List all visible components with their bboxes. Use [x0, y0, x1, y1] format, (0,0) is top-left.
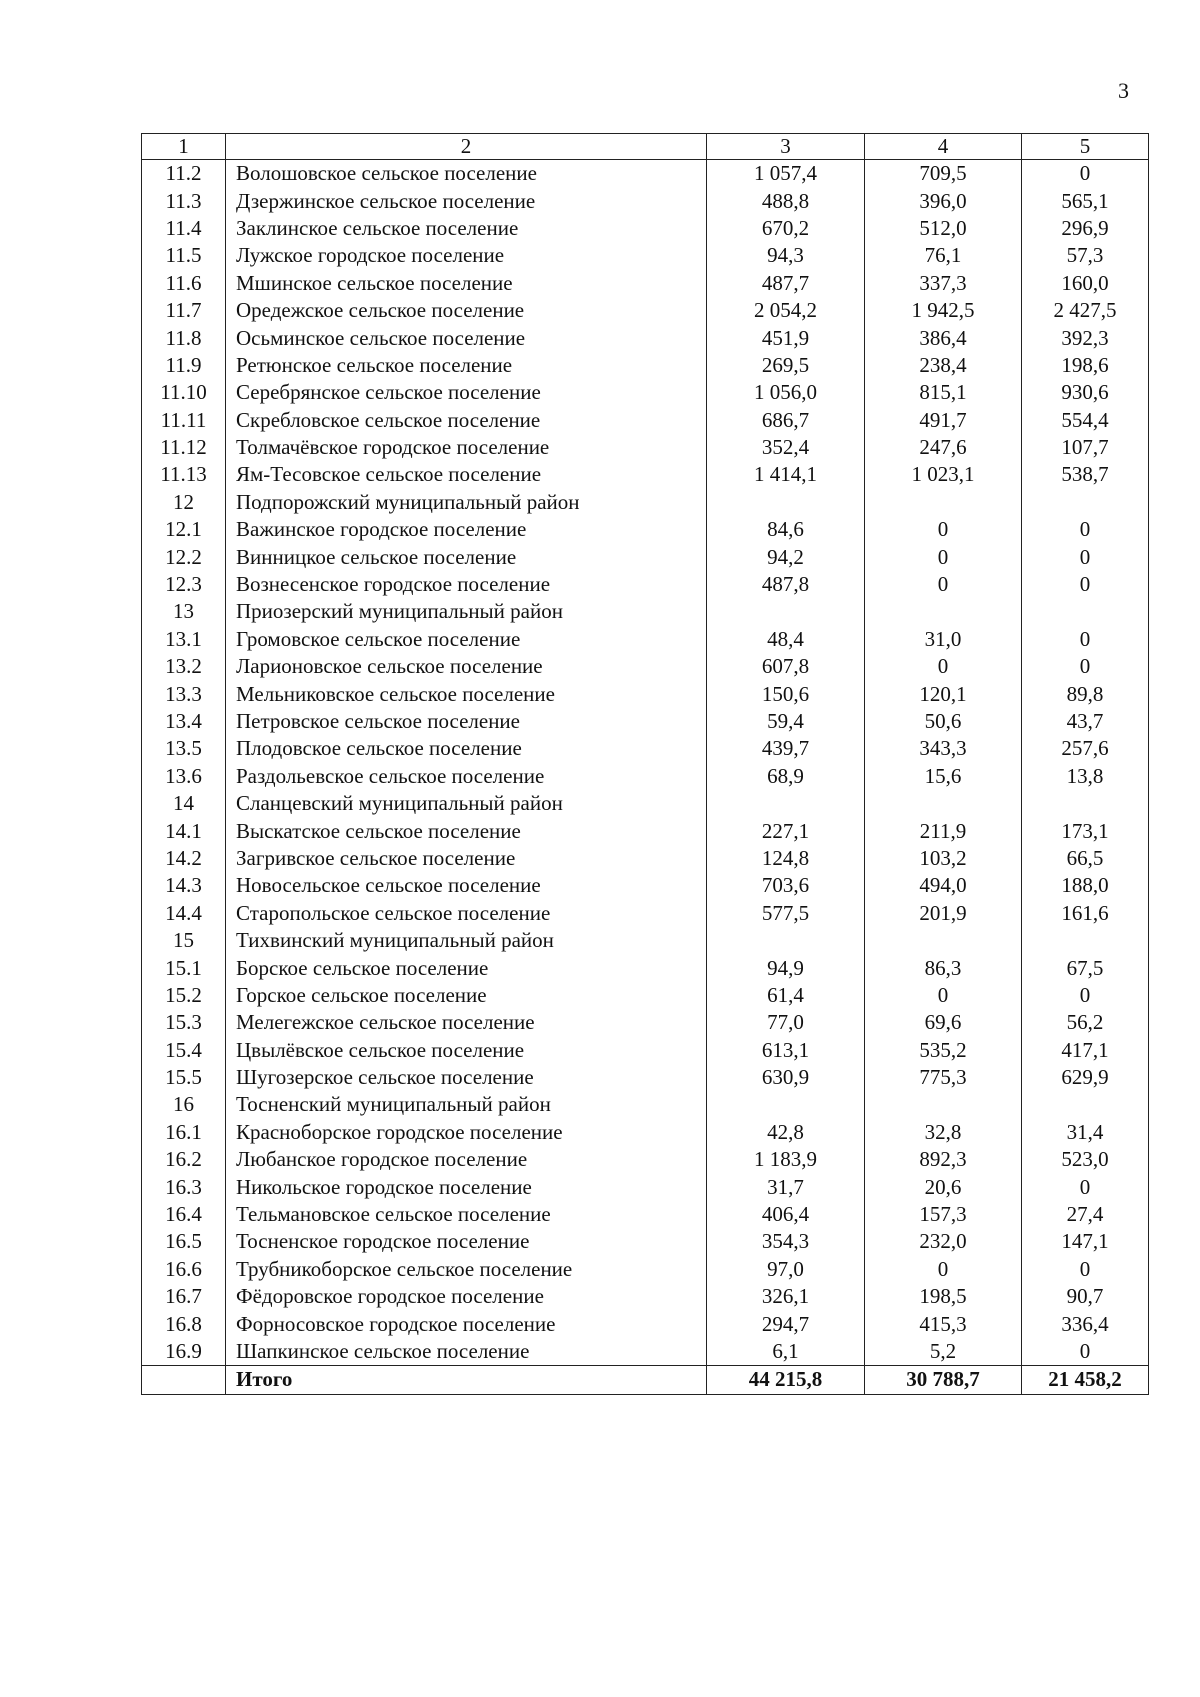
value-col-4: 5,2 — [865, 1338, 1022, 1366]
value-col-3: 487,8 — [707, 571, 865, 598]
settlement-name: Тосненское городское поселение — [226, 1228, 707, 1255]
value-col-4: 20,6 — [865, 1173, 1022, 1200]
settlements-table — [141, 133, 1149, 1395]
value-col-5: 0 — [1022, 516, 1149, 543]
total-col-3: 44 215,8 — [707, 1366, 865, 1394]
row-number: 14.1 — [142, 817, 226, 844]
value-col-4 — [865, 927, 1022, 954]
value-col-3: 61,4 — [707, 982, 865, 1009]
value-col-4: 32,8 — [865, 1119, 1022, 1146]
settlement-name: Винницкое сельское поселение — [226, 543, 707, 570]
settlement-name: Плодовское сельское поселение — [226, 735, 707, 762]
value-col-4: 0 — [865, 1256, 1022, 1283]
table-row — [142, 817, 1149, 844]
settlement-name: Подпорожский муниципальный район — [226, 489, 707, 516]
settlement-name: Волошовское сельское поселение — [226, 160, 707, 188]
value-col-3: 2 054,2 — [707, 297, 865, 324]
table-row — [142, 571, 1149, 598]
settlement-name: Выскатское сельское поселение — [226, 817, 707, 844]
settlement-name: Горское сельское поселение — [226, 982, 707, 1009]
total-col-4: 30 788,7 — [865, 1366, 1022, 1394]
header-col-4: 4 — [865, 134, 1022, 160]
row-number: 13 — [142, 598, 226, 625]
row-number: 16.5 — [142, 1228, 226, 1255]
value-col-4: 1 023,1 — [865, 461, 1022, 488]
table-row — [142, 461, 1149, 488]
value-col-5: 538,7 — [1022, 461, 1149, 488]
value-col-4: 494,0 — [865, 872, 1022, 899]
row-number: 12.3 — [142, 571, 226, 598]
value-col-3: 326,1 — [707, 1283, 865, 1310]
table-row — [142, 1228, 1149, 1255]
table-row — [142, 187, 1149, 214]
settlement-name: Цвылёвское сельское поселение — [226, 1037, 707, 1064]
row-number: 12.1 — [142, 516, 226, 543]
value-col-3: 451,9 — [707, 324, 865, 351]
settlement-name: Никольское городское поселение — [226, 1173, 707, 1200]
value-col-3: 354,3 — [707, 1228, 865, 1255]
table-row — [142, 543, 1149, 570]
value-col-4: 0 — [865, 516, 1022, 543]
row-number: 16.3 — [142, 1173, 226, 1200]
value-col-5: 188,0 — [1022, 872, 1149, 899]
table-row — [142, 270, 1149, 297]
value-col-3 — [707, 927, 865, 954]
row-number: 16.9 — [142, 1338, 226, 1366]
value-col-4: 343,3 — [865, 735, 1022, 762]
table-row — [142, 790, 1149, 817]
value-col-4: 535,2 — [865, 1037, 1022, 1064]
row-number: 16 — [142, 1091, 226, 1118]
row-number: 11.4 — [142, 215, 226, 242]
row-number: 13.2 — [142, 653, 226, 680]
settlement-name: Оредежское сельское поселение — [226, 297, 707, 324]
row-number: 16.1 — [142, 1119, 226, 1146]
value-col-3: 1 056,0 — [707, 379, 865, 406]
table-row — [142, 1119, 1149, 1146]
value-col-4: 76,1 — [865, 242, 1022, 269]
settlement-name: Борское сельское поселение — [226, 954, 707, 981]
row-number: 13.1 — [142, 626, 226, 653]
value-col-5: 90,7 — [1022, 1283, 1149, 1310]
table-row — [142, 1256, 1149, 1283]
value-col-4: 211,9 — [865, 817, 1022, 844]
value-col-5: 56,2 — [1022, 1009, 1149, 1036]
value-col-5: 67,5 — [1022, 954, 1149, 981]
value-col-4: 198,5 — [865, 1283, 1022, 1310]
row-number: 13.5 — [142, 735, 226, 762]
row-number: 11.2 — [142, 160, 226, 188]
table-row — [142, 407, 1149, 434]
total-col-5: 21 458,2 — [1022, 1366, 1149, 1394]
table-row — [142, 763, 1149, 790]
table-body — [142, 160, 1149, 1395]
table-row — [142, 900, 1149, 927]
value-col-5: 43,7 — [1022, 708, 1149, 735]
value-col-3: 84,6 — [707, 516, 865, 543]
settlement-name: Любанское городское поселение — [226, 1146, 707, 1173]
value-col-5: 523,0 — [1022, 1146, 1149, 1173]
settlement-name: Ретюнское сельское поселение — [226, 352, 707, 379]
value-col-3 — [707, 598, 865, 625]
value-col-5: 173,1 — [1022, 817, 1149, 844]
value-col-3 — [707, 489, 865, 516]
value-col-5: 392,3 — [1022, 324, 1149, 351]
value-col-3: 77,0 — [707, 1009, 865, 1036]
value-col-4: 15,6 — [865, 763, 1022, 790]
row-number: 14 — [142, 790, 226, 817]
page-number: 3 — [1118, 78, 1129, 103]
value-col-4: 0 — [865, 543, 1022, 570]
value-col-4: 238,4 — [865, 352, 1022, 379]
table-row — [142, 1037, 1149, 1064]
table-header — [142, 134, 1149, 160]
table-row — [142, 626, 1149, 653]
value-col-4: 247,6 — [865, 434, 1022, 461]
value-col-3 — [707, 790, 865, 817]
table-row — [142, 653, 1149, 680]
value-col-3: 406,4 — [707, 1201, 865, 1228]
total-label: Итого — [226, 1366, 707, 1394]
table-row — [142, 954, 1149, 981]
row-number: 15.3 — [142, 1009, 226, 1036]
settlement-name: Мельниковское сельское поселение — [226, 680, 707, 707]
header-col-2: 2 — [226, 134, 707, 160]
value-col-4: 69,6 — [865, 1009, 1022, 1036]
value-col-3: 6,1 — [707, 1338, 865, 1366]
value-col-3: 227,1 — [707, 817, 865, 844]
settlement-name: Толмачёвское городское поселение — [226, 434, 707, 461]
value-col-4: 0 — [865, 571, 1022, 598]
value-col-5: 0 — [1022, 653, 1149, 680]
value-col-4: 232,0 — [865, 1228, 1022, 1255]
value-col-4: 396,0 — [865, 187, 1022, 214]
settlement-name: Шапкинское сельское поселение — [226, 1338, 707, 1366]
value-col-5: 147,1 — [1022, 1228, 1149, 1255]
value-col-3: 1 183,9 — [707, 1146, 865, 1173]
value-col-4: 892,3 — [865, 1146, 1022, 1173]
value-col-5 — [1022, 1091, 1149, 1118]
value-col-3: 1 057,4 — [707, 160, 865, 188]
settlement-name: Новосельское сельское поселение — [226, 872, 707, 899]
table-row — [142, 352, 1149, 379]
value-col-3: 352,4 — [707, 434, 865, 461]
table-row — [142, 708, 1149, 735]
value-col-5: 336,4 — [1022, 1310, 1149, 1337]
header-col-5: 5 — [1022, 134, 1149, 160]
value-col-3: 42,8 — [707, 1119, 865, 1146]
value-col-3: 94,9 — [707, 954, 865, 981]
value-col-5: 629,9 — [1022, 1064, 1149, 1091]
settlement-name: Приозерский муниципальный район — [226, 598, 707, 625]
value-col-5: 0 — [1022, 1338, 1149, 1366]
row-number: 16.4 — [142, 1201, 226, 1228]
value-col-4: 157,3 — [865, 1201, 1022, 1228]
table-row — [142, 1009, 1149, 1036]
settlement-name: Старопольское сельское поселение — [226, 900, 707, 927]
value-col-5: 31,4 — [1022, 1119, 1149, 1146]
total-row-number — [142, 1366, 226, 1394]
value-col-5 — [1022, 790, 1149, 817]
settlement-name: Лужское городское поселение — [226, 242, 707, 269]
value-col-4: 120,1 — [865, 680, 1022, 707]
settlement-name: Ям-Тесовское сельское поселение — [226, 461, 707, 488]
value-col-3: 487,7 — [707, 270, 865, 297]
value-col-3: 607,8 — [707, 653, 865, 680]
settlement-name: Важинское городское поселение — [226, 516, 707, 543]
settlement-name: Громовское сельское поселение — [226, 626, 707, 653]
row-number: 11.13 — [142, 461, 226, 488]
header-row — [142, 134, 1149, 160]
row-number: 12.2 — [142, 543, 226, 570]
row-number: 16.2 — [142, 1146, 226, 1173]
settlement-name: Тельмановское сельское поселение — [226, 1201, 707, 1228]
value-col-3: 488,8 — [707, 187, 865, 214]
value-col-5: 89,8 — [1022, 680, 1149, 707]
row-number: 15.4 — [142, 1037, 226, 1064]
row-number: 11.11 — [142, 407, 226, 434]
row-number: 11.7 — [142, 297, 226, 324]
table-row — [142, 680, 1149, 707]
settlement-name: Трубникоборское сельское поселение — [226, 1256, 707, 1283]
value-col-4: 50,6 — [865, 708, 1022, 735]
settlement-name: Ларионовское сельское поселение — [226, 653, 707, 680]
table-row — [142, 1283, 1149, 1310]
row-number: 14.4 — [142, 900, 226, 927]
value-col-3: 577,5 — [707, 900, 865, 927]
value-col-4: 386,4 — [865, 324, 1022, 351]
table-row — [142, 598, 1149, 625]
total-row — [142, 1366, 1149, 1394]
value-col-5: 0 — [1022, 160, 1149, 188]
value-col-4: 103,2 — [865, 845, 1022, 872]
row-number: 15.1 — [142, 954, 226, 981]
row-number: 13.6 — [142, 763, 226, 790]
value-col-4: 31,0 — [865, 626, 1022, 653]
value-col-5: 57,3 — [1022, 242, 1149, 269]
table-row — [142, 845, 1149, 872]
table-row — [142, 516, 1149, 543]
value-col-4: 337,3 — [865, 270, 1022, 297]
value-col-3: 294,7 — [707, 1310, 865, 1337]
table-row — [142, 242, 1149, 269]
value-col-5: 2 427,5 — [1022, 297, 1149, 324]
value-col-3: 94,2 — [707, 543, 865, 570]
row-number: 15.5 — [142, 1064, 226, 1091]
value-col-4: 0 — [865, 653, 1022, 680]
table-row — [142, 735, 1149, 762]
value-col-5: 930,6 — [1022, 379, 1149, 406]
table-row — [142, 1338, 1149, 1366]
settlement-name: Мшинское сельское поселение — [226, 270, 707, 297]
value-col-4 — [865, 598, 1022, 625]
settlement-name: Шугозерское сельское поселение — [226, 1064, 707, 1091]
row-number: 11.3 — [142, 187, 226, 214]
value-col-5: 0 — [1022, 626, 1149, 653]
value-col-5: 0 — [1022, 571, 1149, 598]
row-number: 13.3 — [142, 680, 226, 707]
value-col-5: 13,8 — [1022, 763, 1149, 790]
row-number: 11.5 — [142, 242, 226, 269]
table-row — [142, 324, 1149, 351]
value-col-3: 31,7 — [707, 1173, 865, 1200]
row-number: 11.12 — [142, 434, 226, 461]
settlement-name: Тосненский муниципальный район — [226, 1091, 707, 1118]
value-col-3: 1 414,1 — [707, 461, 865, 488]
value-col-3: 613,1 — [707, 1037, 865, 1064]
value-col-3: 124,8 — [707, 845, 865, 872]
table-row — [142, 434, 1149, 461]
value-col-3: 703,6 — [707, 872, 865, 899]
value-col-4: 201,9 — [865, 900, 1022, 927]
value-col-5: 0 — [1022, 543, 1149, 570]
value-col-5 — [1022, 927, 1149, 954]
value-col-4: 0 — [865, 982, 1022, 1009]
value-col-4: 1 942,5 — [865, 297, 1022, 324]
header-col-3: 3 — [707, 134, 865, 160]
row-number: 12 — [142, 489, 226, 516]
settlement-name: Заклинское сельское поселение — [226, 215, 707, 242]
row-number: 15.2 — [142, 982, 226, 1009]
settlement-name: Скребловское сельское поселение — [226, 407, 707, 434]
row-number: 16.7 — [142, 1283, 226, 1310]
settlement-name: Осьминское сельское поселение — [226, 324, 707, 351]
value-col-5: 257,6 — [1022, 735, 1149, 762]
table-row — [142, 297, 1149, 324]
table-row — [142, 982, 1149, 1009]
value-col-4: 491,7 — [865, 407, 1022, 434]
value-col-4: 775,3 — [865, 1064, 1022, 1091]
value-col-5: 0 — [1022, 1256, 1149, 1283]
value-col-5: 66,5 — [1022, 845, 1149, 872]
value-col-3: 97,0 — [707, 1256, 865, 1283]
settlement-name: Дзержинское сельское поселение — [226, 187, 707, 214]
value-col-5: 198,6 — [1022, 352, 1149, 379]
value-col-4: 709,5 — [865, 160, 1022, 188]
value-col-4 — [865, 790, 1022, 817]
row-number: 15 — [142, 927, 226, 954]
value-col-5: 160,0 — [1022, 270, 1149, 297]
value-col-5: 27,4 — [1022, 1201, 1149, 1228]
table-row — [142, 927, 1149, 954]
table-row — [142, 1310, 1149, 1337]
settlement-name: Петровское сельское поселение — [226, 708, 707, 735]
table-row — [142, 215, 1149, 242]
value-col-5: 161,6 — [1022, 900, 1149, 927]
row-number: 11.8 — [142, 324, 226, 351]
value-col-3 — [707, 1091, 865, 1118]
value-col-3: 630,9 — [707, 1064, 865, 1091]
value-col-4: 415,3 — [865, 1310, 1022, 1337]
settlement-name: Серебрянское сельское поселение — [226, 379, 707, 406]
table-row — [142, 160, 1149, 188]
value-col-4: 86,3 — [865, 954, 1022, 981]
row-number: 16.8 — [142, 1310, 226, 1337]
settlement-name: Фёдоровское городское поселение — [226, 1283, 707, 1310]
value-col-4: 815,1 — [865, 379, 1022, 406]
value-col-3: 48,4 — [707, 626, 865, 653]
value-col-3: 686,7 — [707, 407, 865, 434]
row-number: 11.9 — [142, 352, 226, 379]
value-col-3: 59,4 — [707, 708, 865, 735]
settlement-name: Форносовское городское поселение — [226, 1310, 707, 1337]
header-col-1: 1 — [142, 134, 226, 160]
table-row — [142, 379, 1149, 406]
value-col-5 — [1022, 489, 1149, 516]
row-number: 14.3 — [142, 872, 226, 899]
value-col-5: 554,4 — [1022, 407, 1149, 434]
table-row — [142, 1173, 1149, 1200]
value-col-3: 94,3 — [707, 242, 865, 269]
table-row — [142, 1201, 1149, 1228]
value-col-5: 565,1 — [1022, 187, 1149, 214]
settlement-name: Тихвинский муниципальный район — [226, 927, 707, 954]
value-col-5: 0 — [1022, 982, 1149, 1009]
value-col-3: 439,7 — [707, 735, 865, 762]
value-col-5: 107,7 — [1022, 434, 1149, 461]
settlement-name: Загривское сельское поселение — [226, 845, 707, 872]
row-number: 14.2 — [142, 845, 226, 872]
settlement-name: Мелегежское сельское поселение — [226, 1009, 707, 1036]
value-col-5 — [1022, 598, 1149, 625]
value-col-4: 512,0 — [865, 215, 1022, 242]
settlement-name: Вознесенское городское поселение — [226, 571, 707, 598]
table-row — [142, 1091, 1149, 1118]
value-col-5: 0 — [1022, 1173, 1149, 1200]
value-col-5: 296,9 — [1022, 215, 1149, 242]
value-col-4 — [865, 489, 1022, 516]
row-number: 13.4 — [142, 708, 226, 735]
table-row — [142, 872, 1149, 899]
value-col-3: 670,2 — [707, 215, 865, 242]
table-row — [142, 1064, 1149, 1091]
row-number: 16.6 — [142, 1256, 226, 1283]
value-col-3: 269,5 — [707, 352, 865, 379]
row-number: 11.6 — [142, 270, 226, 297]
row-number: 11.10 — [142, 379, 226, 406]
settlement-name: Сланцевский муниципальный район — [226, 790, 707, 817]
value-col-4 — [865, 1091, 1022, 1118]
settlement-name: Раздольевское сельское поселение — [226, 763, 707, 790]
value-col-3: 150,6 — [707, 680, 865, 707]
table-row — [142, 489, 1149, 516]
value-col-3: 68,9 — [707, 763, 865, 790]
settlement-name: Красноборское городское поселение — [226, 1119, 707, 1146]
table-row — [142, 1146, 1149, 1173]
value-col-5: 417,1 — [1022, 1037, 1149, 1064]
